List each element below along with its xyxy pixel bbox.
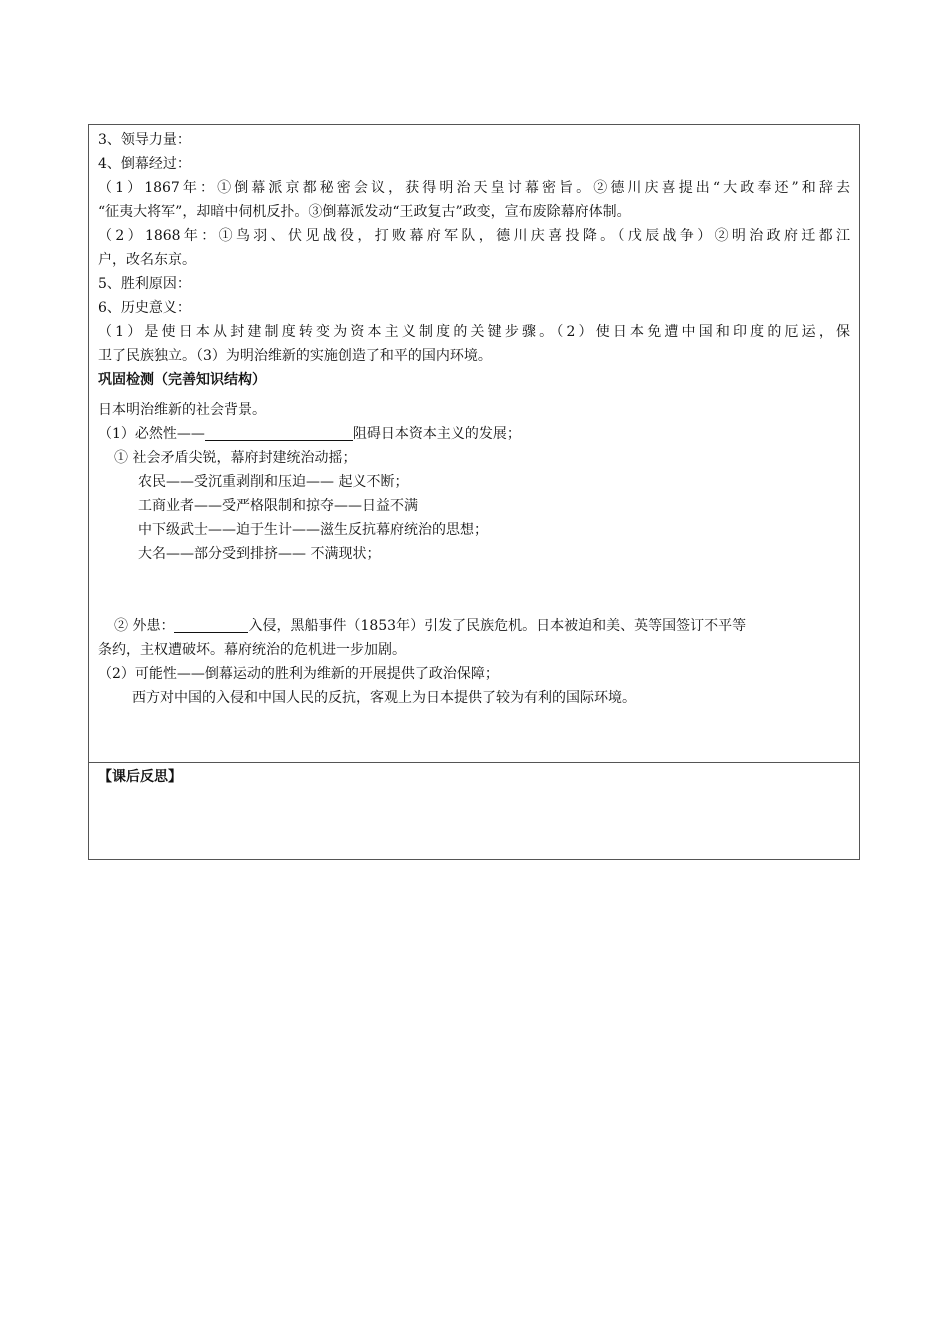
foreign-threat-line: [98, 614, 850, 638]
process-1867-line2: “征夷大将军”，却暗中伺机反扑。③倒幕派发动“王政复古”政变，宣布废除幕府体制。: [98, 204, 631, 220]
process-1867-line1: （1）1867年：①倒幕派京都秘密会议，获得明治天皇讨幕密旨。②德川庆喜提出“大政奉还”和辞去: [98, 180, 850, 196]
foreign-threat-cont: 条约，主权遭破坏。幕府统治的危机进一步加剧。: [98, 642, 406, 658]
significance-heading: 6、历史意义：: [98, 300, 191, 316]
review-intro: 日本明治维新的社会背景。: [98, 402, 266, 418]
significance-line2: 卫了民族独立。（3）为明治维新的实施创造了和平的国内环境。: [98, 348, 492, 364]
merchants-line: 工商业者——受严格限制和掠夺——日益不满: [138, 498, 418, 514]
necessity-prefix: （1）必然性——: [98, 426, 205, 442]
peasants-line: 农民——受沉重剥削和压迫—— 起义不断；: [138, 474, 409, 490]
reflection-title: 【课后反思】: [98, 769, 182, 785]
possibility-line: （2）可能性——倒幕运动的胜利为维新的开展提供了政治保障；: [98, 666, 499, 682]
foreign-prefix: ② 外患：: [114, 618, 175, 634]
daimyo-line: 大名——部分受到排挤—— 不满现状；: [138, 546, 381, 562]
process-1868-line1: （2）1868年：①鸟羽、伏见战役，打败幕府军队，德川庆喜投降。（戊辰战争）②明治政府迁都江: [98, 228, 850, 244]
leadership-heading: 3、领导力量：: [98, 132, 191, 148]
significance-line1: （1）是使日本从封建制度转变为资本主义制度的关键步骤。（2）使日本免遭中国和印度的厄运，保: [98, 324, 850, 340]
foreign-blank[interactable]: [174, 616, 248, 633]
contradiction-line: ① 社会矛盾尖锐，幕府封建统治动摇；: [114, 450, 357, 466]
necessity-blank[interactable]: [205, 424, 353, 441]
section-title: 巩固检测（完善知识结构）: [98, 372, 266, 388]
necessity-line: [98, 422, 850, 446]
process-heading: 4、倒幕经过：: [98, 156, 191, 172]
foreign-suffix: 入侵，黑船事件（1853年）引发了民族危机。日本被迫和美、英等国签订不平等: [248, 618, 747, 634]
process-1868-line2: 户，改名东京。: [98, 252, 196, 268]
victory-reason-heading: 5、胜利原因：: [98, 276, 191, 292]
main-cell: [98, 128, 850, 710]
west-line: 西方对中国的入侵和中国人民的反抗，客观上为日本提供了较为有利的国际环境。: [132, 690, 636, 706]
table-divider: [89, 762, 859, 763]
necessity-suffix: 阻碍日本资本主义的发展；: [352, 426, 521, 442]
content-table: [88, 124, 860, 860]
samurai-line: 中下级武士——迫于生计——滋生反抗幕府统治的思想；: [138, 522, 488, 538]
